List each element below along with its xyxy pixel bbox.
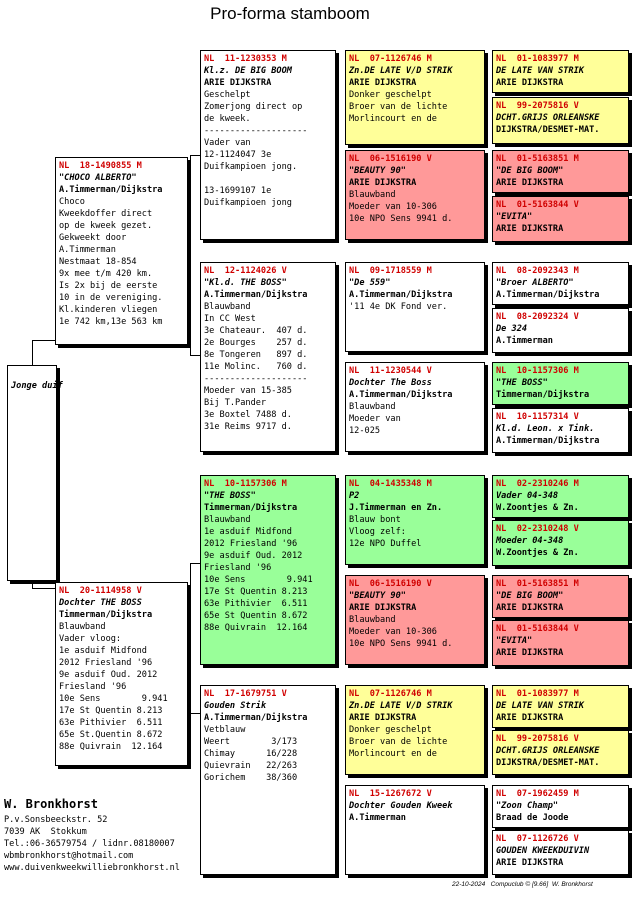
info-line: de kweek.: [204, 114, 251, 124]
owner-name: DIJKSTRA/DESMET-MAT.: [496, 758, 600, 768]
pedigree-card-gen4[interactable]: [492, 730, 629, 775]
info-line: 3e Chateaur. 407 d.: [204, 326, 308, 336]
owner-name: Timmerman/Dijkstra: [59, 610, 153, 620]
info-line: Morlincourt en de: [349, 114, 437, 124]
info-line: op de kweek gezet.: [59, 221, 153, 231]
pigeon-name: "Broer ALBERTO": [496, 278, 574, 288]
pedigree-card-gen4[interactable]: [492, 308, 629, 353]
pedigree-card-gen3[interactable]: [345, 150, 485, 240]
ring-number: NL 15-1267672 V: [349, 789, 432, 799]
info-line: 31e Reims 9717 d.: [204, 422, 292, 432]
info-line: 88e Quivrain 12.164: [204, 623, 308, 633]
ring-number: NL 04-1435348 M: [349, 479, 432, 489]
pedigree-card-dam-dam[interactable]: [200, 685, 336, 875]
owner-name: ARIE DIJKSTRA: [496, 713, 564, 723]
info-line: 10e Sens 9.941: [204, 575, 313, 585]
owner-name: ARIE DIJKSTRA: [204, 78, 272, 88]
pigeon-name: "CHOCO ALBERTO": [59, 173, 137, 183]
pedigree-card-gen3[interactable]: [345, 785, 485, 875]
ring-number: NL 20-1114958 V: [59, 586, 142, 596]
breeder-phone: Tel.:06-36579754 / lidnr.08180007: [4, 839, 175, 849]
breeder-email[interactable]: wbmbronkhorst@hotmail.com: [4, 851, 134, 861]
pedigree-card-gen4[interactable]: [492, 97, 629, 144]
info-line: 2012 Friesland '96: [59, 658, 153, 668]
breeder-website[interactable]: www.duivenkweekwilliebronkhorst.nl: [4, 863, 180, 873]
owner-name: ARIE DIJKSTRA: [349, 603, 417, 613]
owner-name: ARIE DIJKSTRA: [496, 178, 564, 188]
ring-number: NL 17-1679751 V: [204, 689, 287, 699]
pedigree-card-sire-dam[interactable]: [200, 262, 336, 452]
pigeon-name: DCHT.GRIJS ORLEANSKE: [496, 113, 600, 123]
owner-name: A.Timmerman/Dijkstra: [204, 290, 308, 300]
pigeon-name: Kl.z. DE BIG BOOM: [204, 66, 292, 76]
pigeon-name: Dochter The Boss: [349, 378, 432, 388]
owner-name: A.Timmerman/Dijkstra: [204, 713, 308, 723]
info-line: 17e St Quentin 8.213: [204, 587, 308, 597]
pedigree-card-gen4[interactable]: [492, 520, 629, 566]
info-line: 9e asduif Oud. 2012: [204, 551, 303, 561]
info-line: Bij T.Pander: [204, 398, 267, 408]
info-line: Vader van: [204, 138, 251, 148]
owner-name: A.Timmerman: [496, 336, 553, 346]
info-line: Duifkampioen jong.: [204, 162, 298, 172]
pedigree-card-gen3[interactable]: [345, 685, 485, 775]
owner-name: ARIE DIJKSTRA: [349, 78, 417, 88]
info-line: Blauwband: [349, 615, 396, 625]
info-line: Vloog zelf:: [349, 527, 406, 537]
pigeon-name: "EVITA": [496, 212, 533, 222]
info-line: 65e St Quentin 8.672: [204, 611, 308, 621]
owner-name: A.Timmerman/Dijkstra: [59, 185, 163, 195]
pigeon-name: De 324: [496, 324, 528, 334]
pigeon-name: P2: [349, 491, 360, 501]
pedigree-card-sire-sire[interactable]: [200, 50, 336, 240]
info-line: Vetblauw: [204, 725, 246, 735]
info-line: 2012 Friesland '96: [204, 539, 298, 549]
ring-number: NL 11-1230544 V: [349, 366, 432, 376]
info-line: Blauwband: [349, 402, 396, 412]
owner-name: ARIE DIJKSTRA: [349, 713, 417, 723]
ring-number: NL 18-1490855 M: [59, 161, 142, 171]
info-line: '11 4e DK Fond ver.: [349, 302, 448, 312]
owner-name: A.Timmerman: [349, 813, 406, 823]
info-line: 11e Molinc. 760 d.: [204, 362, 308, 372]
info-line: Moeder van 15-385: [204, 386, 292, 396]
info-line: 63e Pithivier 6.511: [59, 718, 163, 728]
info-line: Weert 3/173: [204, 737, 298, 747]
ring-number: NL 12-1124026 V: [204, 266, 287, 276]
owner-name: A.Timmerman/Dijkstra: [349, 390, 453, 400]
owner-name: ARIE DIJKSTRA: [349, 178, 417, 188]
pedigree-card-gen4[interactable]: [492, 150, 629, 193]
pedigree-card-gen4[interactable]: [492, 785, 629, 828]
info-line: Choco: [59, 197, 85, 207]
pigeon-name: DE LATE VAN STRIK: [496, 66, 584, 76]
info-line: --------------------: [204, 374, 308, 384]
info-line: Quievrain 22/263: [204, 761, 298, 771]
pedigree-card-gen3[interactable]: [345, 475, 485, 565]
info-line: Donker geschelpt: [349, 725, 432, 735]
pigeon-name: Zn.DE LATE V/D STRIK: [349, 66, 453, 76]
ring-number: NL 99-2075816 V: [496, 101, 579, 111]
owner-name: Braad de Joode: [496, 813, 569, 823]
info-line: Geschelpt: [204, 90, 251, 100]
subject-box[interactable]: [7, 365, 63, 581]
pigeon-name: "BEAUTY 90": [349, 591, 406, 601]
ring-number: NL 11-1230353 M: [204, 54, 287, 64]
info-line: Moeder van: [349, 414, 401, 424]
owner-name: ARIE DIJKSTRA: [496, 224, 564, 234]
ring-number: NL 02-2310248 V: [496, 524, 579, 534]
pedigree-card-gen4[interactable]: [492, 196, 629, 242]
pedigree-card-gen4[interactable]: [492, 620, 629, 666]
ring-number: NL 01-5163851 M: [496, 579, 579, 589]
pigeon-name: Moeder 04-348: [496, 536, 564, 546]
owner-name: ARIE DIJKSTRA: [496, 648, 564, 658]
owner-name: Timmerman/Dijkstra: [204, 503, 298, 513]
pigeon-name: "THE BOSS": [204, 491, 256, 501]
info-line: 10e Sens 9.941: [59, 694, 168, 704]
info-line: Broer van de lichte: [349, 737, 448, 747]
pedigree-card-gen3[interactable]: [345, 362, 485, 452]
connector-line: [32, 588, 56, 589]
info-line: 12-025: [349, 426, 381, 436]
owner-name: A.Timmerman/Dijkstra: [496, 290, 600, 300]
owner-name: A.Timmerman/Dijkstra: [496, 436, 600, 446]
pigeon-name: Kl.d. Leon. x Tink.: [496, 424, 595, 434]
ring-number: NL 01-5163851 M: [496, 154, 579, 164]
info-line: Donker geschelpt: [349, 90, 432, 100]
info-line: Duifkampioen jong: [204, 198, 292, 208]
info-line: 17e St Quentin 8.213: [59, 706, 163, 716]
info-line: 2e Bourges 257 d.: [204, 338, 308, 348]
info-line: Kl.kinderen vliegen: [59, 305, 158, 315]
info-line: [204, 173, 332, 185]
ring-number: NL 06-1516190 V: [349, 579, 432, 589]
info-line: Moeder van 10-306: [349, 202, 437, 212]
info-line: Nestmaat 18-854: [59, 257, 137, 267]
breeder-address: P.v.Sonsbeeckstr. 52: [4, 815, 108, 825]
info-line: Blauwband: [349, 190, 396, 200]
pigeon-name: "DE BIG BOOM": [496, 166, 564, 176]
breeder-name: W. Bronkhorst: [4, 797, 98, 811]
pedigree-card-gen4[interactable]: [492, 475, 629, 518]
pigeon-name: "THE BOSS": [496, 378, 548, 388]
info-line: Is 2x bij de eerste: [59, 281, 158, 291]
info-line: 1e asduif Midfond: [204, 527, 292, 537]
pedigree-card-gen3[interactable]: [345, 575, 485, 665]
owner-name: A.Timmerman/Dijkstra: [349, 290, 453, 300]
ring-number: NL 08-2092324 V: [496, 312, 579, 322]
pedigree-card-gen3[interactable]: [345, 50, 485, 145]
connector-line: [32, 340, 56, 341]
pigeon-name: "Zoon Champ": [496, 801, 559, 811]
ring-number: NL 07-1126746 M: [349, 689, 432, 699]
connector-line: [190, 155, 191, 355]
info-line: 10 in de vereniging.: [59, 293, 163, 303]
info-line: 9x mee t/m 420 km.: [59, 269, 153, 279]
info-line: Blauwband: [59, 622, 106, 632]
breeder-city: 7039 AK Stokkum: [4, 827, 87, 837]
pedigree-card-gen4[interactable]: [492, 830, 629, 875]
ring-number: NL 07-1126746 M: [349, 54, 432, 64]
info-line: 1e asduif Midfond: [59, 646, 147, 656]
page-title: Pro-forma stamboom: [210, 4, 370, 23]
ring-number: NL 06-1516190 V: [349, 154, 432, 164]
owner-name: ARIE DIJKSTRA: [496, 78, 564, 88]
owner-name: ARIE DIJKSTRA: [496, 603, 564, 613]
info-line: Friesland '96: [204, 563, 272, 573]
ring-number: NL 02-2310246 M: [496, 479, 579, 489]
ring-number: NL 09-1718559 M: [349, 266, 432, 276]
info-line: Blauwband: [204, 302, 251, 312]
pigeon-name: "De 559": [349, 278, 391, 288]
pigeon-name: GOUDEN KWEEKDUIVIN: [496, 846, 590, 856]
info-line: 88e Quivrain 12.164: [59, 742, 163, 752]
pedigree-card-dam[interactable]: [55, 582, 188, 766]
ring-number: NL 01-1083977 M: [496, 689, 579, 699]
info-line: 10e NPO Sens 9941 d.: [349, 639, 453, 649]
info-line: Zomerjong direct op: [204, 102, 303, 112]
info-line: 9e asduif Oud. 2012: [59, 670, 158, 680]
info-line: Broer van de lichte: [349, 102, 448, 112]
ring-number: NL 99-2075816 V: [496, 734, 579, 744]
ring-number: NL 01-5163844 V: [496, 624, 579, 634]
info-line: Gorichem 38/360: [204, 773, 298, 783]
info-line: A.Timmerman: [59, 245, 116, 255]
info-line: 12-1124047 3e: [204, 150, 272, 160]
info-line: 10e NPO Sens 9941 d.: [349, 214, 453, 224]
info-line: Morlincourt en de: [349, 749, 437, 759]
ring-number: NL 10-1157306 M: [496, 366, 579, 376]
owner-name: W.Zoontjes & Zn.: [496, 548, 579, 558]
pigeon-name: DCHT.GRIJS ORLEANSKE: [496, 746, 600, 756]
pigeon-name: Gouden Strik: [204, 701, 267, 711]
info-line: Chimay 16/228: [204, 749, 298, 759]
info-line: 1e 742 km,13e 563 km: [59, 317, 163, 327]
info-line: --------------------: [204, 126, 308, 136]
pigeon-name: Vader 04-348: [496, 491, 559, 501]
pedigree-card-gen4[interactable]: [492, 50, 629, 93]
pigeon-name: Dochter Gouden Kweek: [349, 801, 453, 811]
ring-number: NL 07-1126726 V: [496, 834, 579, 844]
info-line: 13-1699107 1e: [204, 186, 272, 196]
info-line: Blauwband: [204, 515, 251, 525]
pigeon-name: "Kl.d. THE BOSS": [204, 278, 287, 288]
pedigree-card-gen4[interactable]: [492, 685, 629, 728]
info-line: Friesland '96: [59, 682, 127, 692]
info-line: Kweekdoffer direct: [59, 209, 153, 219]
pedigree-card-gen4[interactable]: [492, 575, 629, 618]
subject-label: Jonge duif: [11, 381, 63, 391]
pigeon-name: "EVITA": [496, 636, 533, 646]
info-line: 3e Boxtel 7488 d.: [204, 410, 292, 420]
ring-number: NL 10-1157314 V: [496, 412, 579, 422]
info-line: Vader vloog:: [59, 634, 122, 644]
info-line: Gekweekt door: [59, 233, 127, 243]
info-line: 8e Tongeren 897 d.: [204, 350, 308, 360]
print-meta: 22-10-2024 Compuclub © [9.66] W. Bronkhorst: [452, 881, 593, 888]
pigeon-name: Zn.DE LATE V/D STRIK: [349, 701, 453, 711]
pigeon-name: "DE BIG BOOM": [496, 591, 564, 601]
ring-number: NL 01-5163844 V: [496, 200, 579, 210]
pigeon-name: "BEAUTY 90": [349, 166, 406, 176]
pedigree-card-gen4[interactable]: [492, 362, 629, 405]
ring-number: NL 10-1157306 M: [204, 479, 287, 489]
info-line: 12e NPO Duffel: [349, 539, 422, 549]
owner-name: ARIE DIJKSTRA: [496, 858, 564, 868]
info-line: In CC West: [204, 314, 256, 324]
owner-name: W.Zoontjes & Zn.: [496, 503, 579, 513]
ring-number: NL 07-1962459 M: [496, 789, 579, 799]
owner-name: J.Timmerman en Zn.: [349, 503, 443, 513]
info-line: 65e St.Quentin 8.672: [59, 730, 163, 740]
ring-number: NL 01-1083977 M: [496, 54, 579, 64]
pedigree-card-gen4[interactable]: [492, 408, 629, 453]
info-line: 63e Pithivier 6.511: [204, 599, 308, 609]
owner-name: DIJKSTRA/DESMET-MAT.: [496, 125, 600, 135]
pigeon-name: DE LATE VAN STRIK: [496, 701, 584, 711]
pedigree-card-sire[interactable]: [55, 157, 188, 345]
pedigree-card-dam-sire[interactable]: [200, 475, 336, 665]
info-line: Moeder van 10-306: [349, 627, 437, 637]
pigeon-name: Dochter THE BOSS: [59, 598, 142, 608]
owner-name: Timmerman/Dijkstra: [496, 390, 590, 400]
pedigree-card-gen3[interactable]: [345, 262, 485, 352]
ring-number: NL 08-2092343 M: [496, 266, 579, 276]
pedigree-card-gen4[interactable]: [492, 262, 629, 305]
connector-line: [190, 563, 191, 713]
info-line: Blauw bont: [349, 515, 401, 525]
